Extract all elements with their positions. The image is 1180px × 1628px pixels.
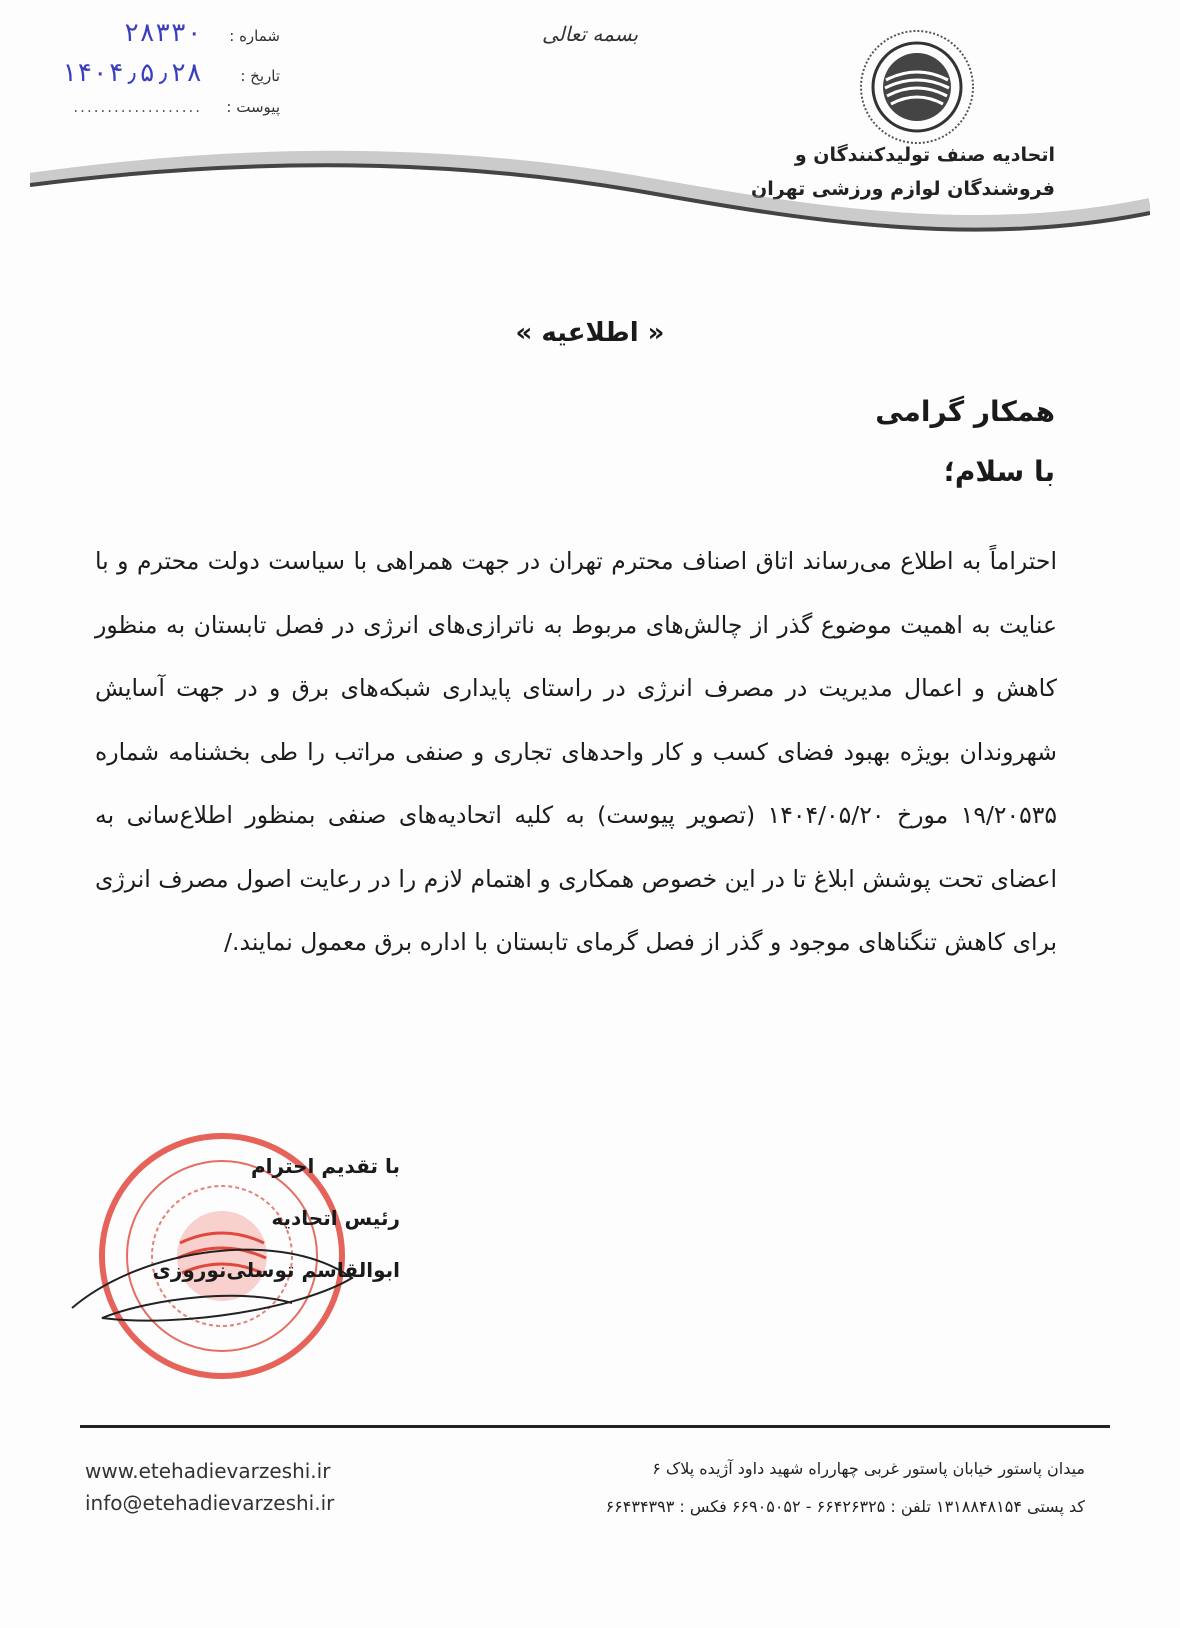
header-wave-divider — [30, 145, 1150, 255]
signature-closing: با تقدیم احترام — [251, 1154, 400, 1178]
bismillah: بسمه تعالی — [541, 22, 639, 46]
attachment-value: ................... — [73, 98, 202, 116]
attachment-row — [30, 98, 280, 138]
union-logo-icon — [858, 28, 976, 146]
signature-role: رئیس اتحادیه — [271, 1206, 400, 1230]
letter-meta — [30, 18, 280, 138]
contact-line: کد پستی ۱۳۱۸۸۴۸۱۵۴ تلفن : ۶۶۴۲۶۳۲۵ - ۶۶۹۰۵۰۵۲ فکس : ۶۶۴۳۴۳۹۳ — [605, 1497, 1085, 1516]
date-row — [30, 58, 280, 98]
date-value: ۱۴۰۴٫۵٫۲۸ — [61, 58, 202, 88]
number-value: ۲۸۳۳۰ — [123, 18, 202, 48]
number-label: شماره : — [229, 27, 280, 45]
greeting-line2: با سلام؛ — [943, 455, 1055, 488]
notice-body: احتراماً به اطلاع می‌رساند اتاق اصناف محترم تهران در جهت همراهی با سیاست دولت محترم و با عنایت به اهمیت موضوع گذر از چالش‌های مربوط به ناترازی‌های انرژی در فصل تابستان به منظور کاهش و اعمال مدیریت در مصرف انرژی در راستای پایداری شبکه‌های برق و در جهت آسایش شهروندان بویژه بهبود فضای کسب و کار واحدهای تجاری و صنفی مراتب را طی بخشنامه شماره ۱۹/۲۰۵۳۵ مورخ ۱۴۰۴/۰۵/۲۰ (تصویر پیوست) به کلیه اتحادیه‌های صنفی بمنظور اطلاع‌سانی به اعضای تحت پوشش ابلاغ تا در این خصوص همکاری و اهتمام لازم را در رعایت اصول مصرف انرژی برای کاهش تنگناهای موجود و گذر از فصل گرمای تابستان با اداره برق معمول نمایند./ — [95, 547, 1057, 956]
footer-address — [445, 1450, 1085, 1526]
date-label: تاریخ : — [240, 67, 280, 85]
attachment-label: پیوست : — [226, 98, 280, 116]
greeting-line1: همکار گرامی — [875, 395, 1055, 428]
footer-divider — [80, 1425, 1110, 1428]
signature-block — [80, 1140, 400, 1296]
notice-title: « اطلاعیه » — [515, 318, 665, 348]
signature-name: ابوالقاسم توسلی‌نوروزی — [152, 1258, 400, 1282]
footer-web — [85, 1455, 405, 1519]
email-link[interactable]: info@etehadievarzeshi.ir — [85, 1491, 335, 1515]
org-name-line2: فروشندگان لوازم ورزشی تهران — [751, 178, 1055, 200]
website-link[interactable]: www.etehadievarzeshi.ir — [85, 1459, 331, 1483]
number-row — [30, 18, 280, 58]
org-name-line1: اتحادیه صنف تولیدکنندگان و — [794, 144, 1055, 166]
address-line: میدان پاستور خیابان پاستور غربی چهارراه شهید داود آژیده پلاک ۶ — [652, 1459, 1085, 1478]
